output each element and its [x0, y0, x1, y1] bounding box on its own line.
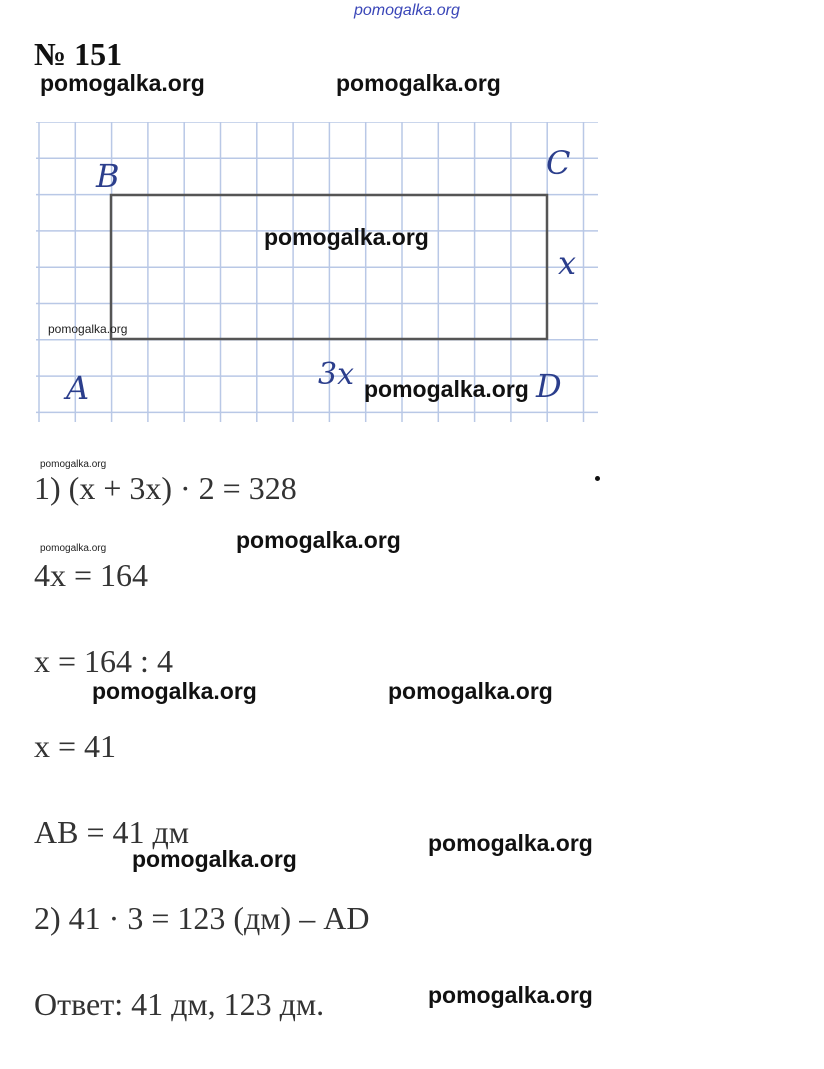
- solution-step-3: x = 164 : 4: [34, 643, 173, 679]
- watermark: pomogalka.org: [428, 830, 593, 856]
- task-number: № 151: [34, 36, 123, 72]
- watermark: pomogalka.org: [48, 322, 128, 336]
- watermark: pomogalka.org: [236, 527, 401, 553]
- watermark: pomogalka.org: [428, 982, 593, 1008]
- stray-dot: [595, 476, 600, 481]
- site-watermark-top: pomogalka.org: [354, 2, 460, 19]
- vertex-a-label: A: [66, 369, 90, 407]
- watermark: pomogalka.org: [92, 678, 257, 704]
- solution-step-5: AB = 41 дм: [34, 814, 190, 850]
- watermark: pomogalka.org: [132, 846, 297, 872]
- watermark: pomogalka.org: [40, 70, 205, 96]
- watermark: pomogalka.org: [364, 376, 529, 402]
- solution-step-2: 4x = 164: [34, 557, 149, 593]
- solution-step-6: 2) 41 · 3 = 123 (дм) – AD: [34, 900, 370, 936]
- side-x-label: x: [558, 244, 577, 282]
- answer-line: Ответ: 41 дм, 123 дм.: [34, 986, 325, 1022]
- vertex-b-label: B: [96, 157, 120, 195]
- vertex-c-label: C: [546, 144, 571, 182]
- solution-step-1: 1) (x + 3x) · 2 = 328: [34, 470, 297, 506]
- watermark: pomogalka.org: [40, 459, 107, 470]
- watermark: pomogalka.org: [336, 70, 501, 96]
- watermark: pomogalka.org: [388, 678, 553, 704]
- side-3x-label: 3x: [318, 357, 355, 392]
- vertex-d-label: D: [536, 367, 562, 405]
- watermark: pomogalka.org: [40, 543, 107, 554]
- watermark: pomogalka.org: [264, 224, 429, 250]
- solution-step-4: x = 41: [34, 728, 117, 764]
